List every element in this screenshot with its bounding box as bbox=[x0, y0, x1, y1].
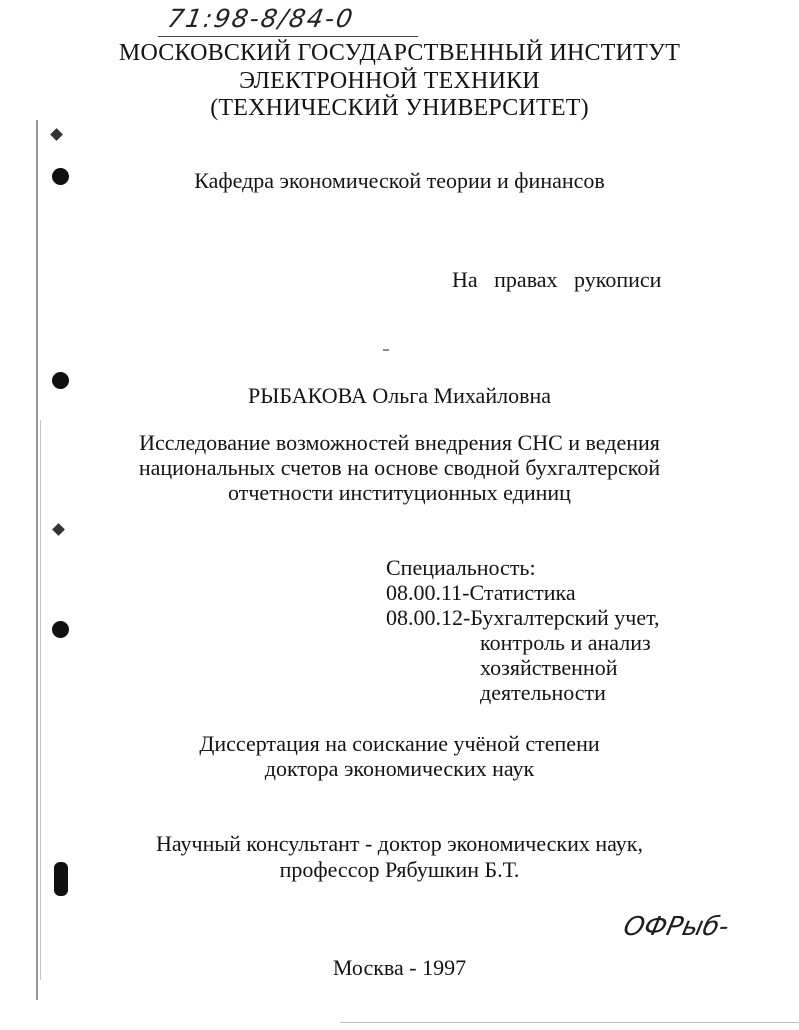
specialty-item-2-cont: хозяйственной bbox=[480, 655, 618, 680]
place-year: Москва - 1997 bbox=[332, 955, 467, 980]
department: Кафедра экономической теории и финансов bbox=[194, 168, 605, 193]
author-name: РЫБАКОВА Ольга Михайловна bbox=[247, 383, 551, 408]
specialty-item-2-cont: деятельности bbox=[480, 680, 606, 705]
degree-line-1: Диссертация на соискание учёной степени bbox=[199, 731, 600, 756]
archive-number: 71:98-8/84-0 bbox=[165, 4, 357, 33]
specialty-item-2-cont: контроль и анализ bbox=[480, 630, 651, 655]
scan-edge-line bbox=[340, 1022, 799, 1023]
punch-hole bbox=[52, 621, 69, 638]
advisor-line-1: Научный консультант - доктор экономических наук, bbox=[155, 831, 643, 856]
specialty-item-1: 08.00.11-Статистика bbox=[386, 580, 576, 605]
scan-speck bbox=[383, 349, 389, 351]
specialty-item-2: 08.00.12-Бухгалтерский учет, bbox=[386, 605, 660, 630]
degree-line-2: доктора экономических наук bbox=[264, 756, 535, 781]
scan-speck bbox=[52, 523, 65, 536]
title-line-2: национальных счетов на основе сводной бухгалтерской bbox=[138, 455, 661, 480]
manuscript-note: На правах рукописи bbox=[452, 267, 662, 292]
title-line-1: Исследование возможностей внедрения СНС и ведения bbox=[139, 430, 660, 455]
title-line-3: отчетности институционных единиц bbox=[228, 480, 571, 505]
advisor-line-2: профессор Рябушкин Б.Т. bbox=[279, 857, 520, 882]
scan-speck bbox=[50, 128, 63, 141]
institution-line-2: ЭЛЕКТРОННОЙ ТЕХНИКИ bbox=[239, 68, 540, 94]
archive-underline bbox=[158, 36, 418, 37]
handwritten-signature: ОФРыб- bbox=[620, 912, 732, 942]
institution-line-3: (ТЕХНИЧЕСКИЙ УНИВЕРСИТЕТ) bbox=[210, 95, 589, 121]
specialty-label: Специальность: bbox=[386, 555, 536, 580]
institution-line-1: МОСКОВСКИЙ ГОСУДАРСТВЕННЫЙ ИНСТИТУТ bbox=[118, 40, 681, 66]
